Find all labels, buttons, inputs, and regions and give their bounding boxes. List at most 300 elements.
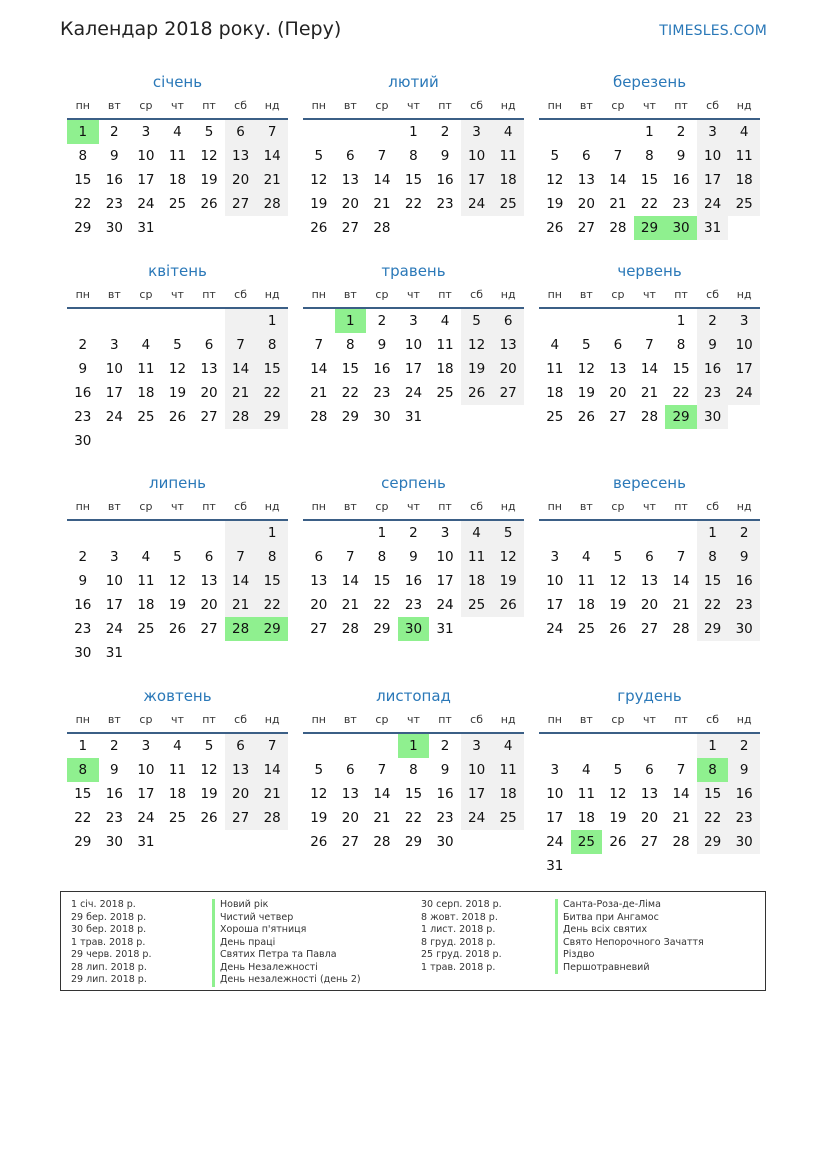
day-cell: 28 [256, 806, 288, 830]
day-cell: 20 [225, 782, 257, 806]
weekday-label: ср [139, 288, 153, 301]
legend-dates-left [71, 899, 151, 987]
day-cell: 3 [110, 549, 119, 565]
weekday-label: нд [500, 500, 516, 513]
month-name: липень [148, 474, 207, 492]
weekday-label: ср [375, 713, 389, 726]
day-cell: 12 [577, 361, 595, 377]
empty-day-cell [303, 734, 335, 758]
day-cell: 16 [105, 786, 123, 802]
day-cell: 14 [310, 361, 328, 377]
day-cell: 22 [341, 385, 359, 401]
empty-day-cell [492, 830, 524, 854]
day-cell: 20 [200, 385, 218, 401]
day-cell: 28 [256, 192, 288, 216]
site-link[interactable]: TIMESLES.COM [659, 23, 767, 39]
week-row [539, 734, 760, 758]
week-row [67, 758, 288, 782]
day-cell: 30 [373, 409, 391, 425]
empty-day-cell [99, 309, 131, 333]
empty-day-cell [303, 521, 335, 545]
day-cell: 17 [137, 172, 155, 188]
day-cell: 2 [110, 738, 119, 754]
day-cell: 14 [609, 172, 627, 188]
empty-day-cell [697, 854, 729, 878]
day-cell: 15 [640, 172, 659, 188]
day-cell: 26 [310, 220, 328, 236]
day-cell: 31 [105, 645, 123, 661]
weekday-label: сб [706, 288, 720, 301]
week-row [303, 381, 524, 405]
weekday-label: нд [264, 99, 280, 112]
day-cell: 31 [697, 216, 729, 240]
empty-day-cell [67, 521, 99, 545]
weekday-header [539, 495, 760, 521]
day-cell: 23 [105, 810, 123, 826]
day-cell: 17 [105, 385, 123, 401]
day-cell: 16 [436, 786, 454, 802]
empty-day-cell [162, 830, 194, 854]
day-cell: 27 [310, 621, 328, 637]
day-cell: 2 [728, 734, 760, 758]
day-cell: 18 [492, 168, 524, 192]
day-cell: 25 [492, 192, 524, 216]
legend-holiday-name: Санта-Роза-де-Ліма [555, 899, 704, 912]
day-cell: 6 [645, 549, 654, 565]
weekday-header [67, 94, 288, 120]
day-cell: 2 [440, 124, 450, 140]
day-cell: 1 [256, 309, 288, 333]
empty-day-cell [162, 429, 194, 453]
day-cell: 14 [225, 569, 257, 593]
weekday-label: ср [139, 99, 153, 112]
day-cell: 18 [577, 597, 595, 613]
empty-day-cell [130, 309, 162, 333]
day-cell: 21 [225, 593, 257, 617]
day-cell: 19 [577, 385, 595, 401]
day-cell: 22 [672, 385, 690, 401]
empty-day-cell [571, 309, 603, 333]
empty-day-cell [335, 734, 367, 758]
day-cell: 1 [409, 124, 418, 140]
empty-day-cell [162, 641, 194, 665]
week-row [303, 333, 524, 357]
weekday-header [67, 283, 288, 309]
empty-day-cell [461, 405, 493, 429]
day-cell: 10 [461, 758, 493, 782]
day-cell: 2 [78, 549, 88, 565]
empty-day-cell [225, 216, 257, 240]
empty-day-cell [67, 309, 99, 333]
day-cell: 25 [137, 621, 155, 637]
page-title: Календар 2018 року. (Перу) [60, 18, 342, 40]
day-cell: 19 [168, 597, 187, 613]
holiday-day-cell: 30 [398, 617, 430, 641]
day-cell: 17 [546, 597, 564, 613]
weekday-label: чт [407, 713, 420, 726]
empty-day-cell [193, 429, 225, 453]
day-cell: 23 [74, 409, 92, 425]
week-row [539, 357, 760, 381]
weekday-label: чт [643, 713, 656, 726]
day-cell: 4 [141, 337, 151, 353]
weekday-label: сб [706, 713, 720, 726]
day-cell: 9 [110, 148, 119, 164]
day-cell: 5 [204, 738, 214, 754]
day-cell: 6 [346, 148, 355, 164]
legend-date: 29 бер. 2018 р. [71, 911, 147, 923]
week-row [303, 806, 524, 830]
week-row [67, 216, 288, 240]
weekday-header [539, 94, 760, 120]
week-row [67, 593, 288, 617]
day-cell: 23 [672, 196, 690, 212]
day-cell: 4 [173, 738, 182, 754]
day-cell: 22 [256, 381, 288, 405]
day-cell: 14 [225, 357, 257, 381]
day-cell: 29 [373, 621, 391, 637]
week-row [539, 569, 760, 593]
weekday-header [303, 495, 524, 521]
day-cell: 26 [200, 810, 218, 826]
empty-day-cell [303, 120, 335, 144]
month-6 [539, 259, 760, 429]
holiday-day-cell: 29 [256, 617, 288, 641]
day-cell: 1 [377, 525, 387, 541]
weekday-header [539, 283, 760, 309]
day-cell: 31 [137, 834, 155, 850]
weekday-header [303, 94, 524, 120]
day-cell: 11 [546, 361, 564, 377]
day-cell: 10 [436, 549, 454, 565]
day-cell: 13 [577, 172, 595, 188]
week-row [67, 144, 288, 168]
day-cell: 9 [78, 573, 88, 589]
day-cell: 14 [373, 786, 391, 802]
day-cell: 26 [168, 621, 187, 637]
day-cell: 24 [105, 621, 123, 637]
day-cell: 5 [314, 762, 324, 778]
day-cell: 22 [256, 593, 288, 617]
weekday-label: сб [706, 99, 720, 112]
day-cell: 5 [582, 337, 591, 353]
week-row [539, 120, 760, 144]
weekday-label: сб [234, 99, 248, 112]
day-cell: 18 [436, 361, 454, 377]
weekday-label: пн [75, 99, 90, 112]
weekday-label: пн [547, 99, 562, 112]
day-cell: 7 [256, 120, 288, 144]
day-cell: 14 [341, 573, 359, 589]
empty-day-cell [99, 521, 131, 545]
weekday-label: чт [643, 99, 656, 112]
day-cell: 19 [168, 385, 187, 401]
weekday-label: нд [736, 99, 752, 112]
weekday-label: сб [470, 713, 484, 726]
weekday-label: вт [343, 288, 357, 301]
weekday-label: пт [438, 500, 452, 513]
day-cell: 4 [728, 120, 760, 144]
day-cell: 29 [697, 830, 729, 854]
week-row [539, 854, 760, 878]
day-cell: 11 [492, 758, 524, 782]
empty-day-cell [225, 641, 257, 665]
day-cell: 8 [645, 148, 654, 164]
weekday-label: нд [736, 288, 752, 301]
day-cell: 20 [341, 810, 359, 826]
empty-day-cell [492, 617, 524, 641]
week-row [67, 641, 288, 665]
month-name: лютий [388, 73, 439, 91]
day-cell: 6 [492, 309, 524, 333]
empty-day-cell [256, 429, 288, 453]
weekday-label: нд [736, 500, 752, 513]
empty-day-cell [256, 641, 288, 665]
empty-day-cell [602, 521, 634, 545]
empty-day-cell [602, 734, 634, 758]
week-row [67, 617, 288, 641]
legend-holiday-name: Битва при Ангамос [555, 912, 704, 925]
day-cell: 5 [314, 148, 324, 164]
day-cell: 23 [404, 597, 423, 613]
legend-date: 8 груд. 2018 р. [421, 936, 496, 948]
day-cell: 26 [168, 409, 187, 425]
day-cell: 5 [173, 549, 182, 565]
week-row [303, 192, 524, 216]
weekday-label: чт [407, 99, 420, 112]
legend-holiday-name: День праці [212, 937, 361, 950]
weekday-label: пн [311, 500, 326, 513]
day-cell: 17 [461, 168, 493, 192]
empty-day-cell [303, 309, 335, 333]
day-cell: 5 [613, 549, 623, 565]
day-cell: 24 [436, 597, 454, 613]
day-cell: 6 [613, 337, 623, 353]
day-cell: 8 [346, 337, 355, 353]
day-cell: 21 [341, 597, 359, 613]
day-cell: 3 [550, 549, 560, 565]
day-cell: 23 [728, 806, 760, 830]
day-cell: 9 [728, 758, 760, 782]
day-cell: 12 [310, 172, 328, 188]
day-cell: 26 [492, 593, 524, 617]
day-cell: 24 [546, 621, 564, 637]
day-cell: 13 [640, 786, 659, 802]
day-cell: 11 [137, 361, 155, 377]
holiday-day-cell: 8 [67, 758, 99, 782]
empty-day-cell [539, 309, 571, 333]
day-cell: 1 [256, 521, 288, 545]
weekday-header [67, 495, 288, 521]
week-row [303, 405, 524, 429]
weekday-label: сб [234, 713, 248, 726]
day-cell: 23 [697, 381, 729, 405]
day-cell: 2 [440, 738, 450, 754]
weekday-label: нд [500, 99, 516, 112]
week-row [303, 357, 524, 381]
day-cell: 13 [200, 361, 218, 377]
day-cell: 2 [110, 124, 119, 140]
day-cell: 20 [640, 810, 659, 826]
day-cell: 11 [577, 573, 595, 589]
day-cell: 19 [461, 357, 493, 381]
empty-day-cell [366, 120, 398, 144]
empty-day-cell [539, 120, 571, 144]
legend-holiday-name: Святих Петра та Павла [212, 949, 361, 962]
weekday-label: сб [470, 99, 484, 112]
week-row [67, 309, 288, 333]
holiday-legend [60, 891, 766, 991]
day-cell: 25 [577, 621, 595, 637]
weekday-label: пн [547, 713, 562, 726]
weekday-label: нд [264, 288, 280, 301]
day-cell: 24 [546, 834, 564, 850]
day-cell: 22 [74, 196, 92, 212]
weekday-label: вт [579, 713, 593, 726]
day-cell: 29 [256, 405, 288, 429]
day-cell: 27 [577, 220, 595, 236]
empty-day-cell [225, 521, 257, 545]
empty-day-cell [335, 521, 367, 545]
day-cell: 17 [137, 786, 155, 802]
day-cell: 26 [461, 381, 493, 405]
day-cell: 28 [341, 621, 359, 637]
empty-day-cell [602, 854, 634, 878]
empty-day-cell [398, 216, 430, 240]
day-cell: 29 [74, 220, 92, 236]
holiday-day-cell: 1 [335, 309, 367, 333]
weekday-label: чт [407, 288, 420, 301]
day-cell: 21 [256, 782, 288, 806]
day-cell: 10 [546, 573, 564, 589]
day-cell: 16 [74, 597, 92, 613]
day-cell: 1 [697, 521, 729, 545]
weekday-label: пт [674, 288, 688, 301]
week-row [539, 521, 760, 545]
day-cell: 11 [137, 573, 155, 589]
day-cell: 11 [492, 144, 524, 168]
day-cell: 19 [609, 597, 627, 613]
weekday-label: пн [75, 713, 90, 726]
day-cell: 27 [225, 806, 257, 830]
day-cell: 6 [225, 734, 257, 758]
day-cell: 24 [404, 385, 423, 401]
empty-day-cell [571, 854, 603, 878]
holiday-day-cell: 30 [665, 216, 697, 240]
day-cell: 25 [728, 192, 760, 216]
day-cell: 7 [645, 337, 654, 353]
day-cell: 30 [74, 645, 92, 661]
weekday-label: чт [643, 500, 656, 513]
day-cell: 18 [728, 168, 760, 192]
day-cell: 20 [640, 597, 659, 613]
weekday-label: ср [375, 288, 389, 301]
day-cell: 11 [436, 337, 454, 353]
day-cell: 15 [373, 573, 391, 589]
month-name: квітень [148, 262, 207, 280]
legend-holiday-name: Свято Непорочного Зачаття [555, 937, 704, 950]
legend-names-right [555, 899, 704, 974]
empty-day-cell [193, 521, 225, 545]
day-cell: 14 [256, 758, 288, 782]
weekday-label: пт [202, 500, 216, 513]
day-cell: 3 [141, 124, 151, 140]
day-cell: 6 [204, 337, 214, 353]
empty-day-cell [539, 521, 571, 545]
day-cell: 5 [613, 762, 623, 778]
day-cell: 9 [440, 762, 450, 778]
day-cell: 2 [78, 337, 88, 353]
weekday-label: пт [202, 288, 216, 301]
week-row [303, 120, 524, 144]
day-cell: 18 [168, 786, 187, 802]
day-cell: 12 [492, 545, 524, 569]
day-cell: 31 [137, 220, 155, 236]
day-cell: 28 [373, 220, 391, 236]
empty-day-cell [429, 216, 461, 240]
day-cell: 12 [609, 786, 627, 802]
week-row [303, 216, 524, 240]
day-cell: 23 [728, 593, 760, 617]
week-row [539, 144, 760, 168]
day-cell: 10 [728, 333, 760, 357]
day-cell: 27 [640, 834, 659, 850]
week-row [303, 569, 524, 593]
day-cell: 24 [461, 192, 493, 216]
week-row [539, 545, 760, 569]
legend-holiday-name: Хороша п'ятниця [212, 924, 361, 937]
day-cell: 22 [640, 196, 659, 212]
day-cell: 4 [582, 549, 591, 565]
week-row [539, 617, 760, 641]
holiday-day-cell: 29 [665, 405, 697, 429]
day-cell: 16 [74, 385, 92, 401]
legend-date: 1 трав. 2018 р. [71, 936, 146, 948]
day-cell: 27 [200, 621, 218, 637]
empty-day-cell [256, 830, 288, 854]
day-cell: 16 [697, 357, 729, 381]
day-cell: 9 [377, 337, 387, 353]
day-cell: 12 [461, 333, 493, 357]
day-cell: 7 [676, 762, 686, 778]
day-cell: 8 [676, 337, 686, 353]
day-cell: 10 [105, 573, 123, 589]
weekday-label: пн [75, 500, 90, 513]
day-cell: 7 [314, 337, 324, 353]
weekday-label: ср [611, 500, 625, 513]
day-cell: 12 [200, 762, 218, 778]
day-cell: 8 [377, 549, 387, 565]
day-cell: 13 [310, 573, 328, 589]
day-cell: 20 [310, 597, 328, 613]
day-cell: 15 [404, 172, 423, 188]
day-cell: 20 [225, 168, 257, 192]
day-cell: 2 [377, 313, 387, 329]
day-cell: 3 [461, 734, 493, 758]
day-cell: 26 [310, 834, 328, 850]
day-cell: 5 [173, 337, 182, 353]
day-cell: 12 [609, 573, 627, 589]
day-cell: 2 [728, 521, 760, 545]
day-cell: 8 [409, 148, 418, 164]
empty-day-cell [571, 521, 603, 545]
day-cell: 27 [200, 409, 218, 425]
day-cell: 3 [440, 525, 450, 541]
day-cell: 21 [609, 196, 627, 212]
day-cell: 13 [341, 786, 359, 802]
empty-day-cell [539, 734, 571, 758]
day-cell: 19 [546, 196, 564, 212]
